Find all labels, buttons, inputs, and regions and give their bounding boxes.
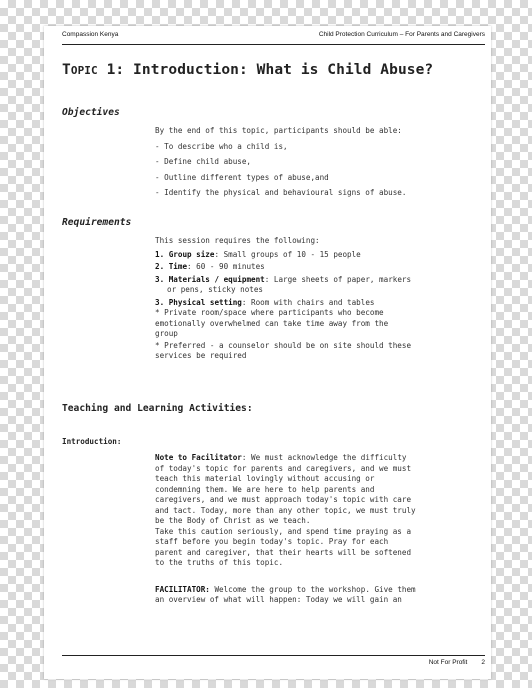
note-to-facilitator: Note to Facilitator: We must acknowledge the difficulty of today's topic for parents and caregivers, and we must teach this material lovingly without accusing or condemning them. We are here to help parents and caregivers, and we must approach today's topic with care and tact. Today, more than any other topic, we must truly be the Body of Christ as we teach.: [155, 453, 416, 525]
objectives-intro: By the end of this topic, participants should be able:: [155, 126, 402, 135]
footer-label: Not For Profit: [428, 659, 468, 666]
requirements-intro: This session requires the following:: [155, 236, 320, 245]
teaching-block: [155, 453, 481, 606]
requirement-item: 2. Time: 60 - 90 minutes: [155, 262, 265, 271]
teaching-heading: Teaching and Learning Activities:: [62, 403, 253, 414]
page-number: 2: [481, 659, 485, 666]
facilitator-paragraph: FACILITATOR: Welcome the group to the workshop. Give them an overview of what will happen: Today we will gain an: [155, 584, 416, 604]
title-small-caps: OPIC: [70, 64, 98, 77]
objective-item: - Outline different types of abuse,and: [155, 172, 329, 182]
topic-title: [62, 62, 433, 78]
objectives-heading: Objectives: [62, 107, 120, 118]
requirement-item: 1. Group size: Small groups of 10 - 15 people: [155, 249, 361, 259]
requirement-item-continued: or pens, sticky notes: [167, 285, 264, 294]
objective-item: - To describe who a child is,: [155, 141, 288, 151]
objective-item: - Define child abuse,: [155, 157, 252, 166]
page-header: [62, 31, 485, 45]
requirement-bullet: * Private room/space where participants who become emotionally overwhelmed can take time away from the group: [155, 308, 389, 338]
requirements-heading: Requirements: [62, 217, 132, 228]
document-page: [44, 26, 491, 679]
requirement-item: 3. Physical setting: Room with chairs and tables: [155, 297, 375, 307]
objectives-block: [155, 126, 481, 199]
caution-paragraph: Take this caution seriously, and spend time praying as a staff before you begin today's topic. Pray for each parent and caregiver, that their hearts will be softened to the truths of this topic.: [155, 526, 412, 567]
introduction-label: Introduction:: [62, 437, 122, 446]
title-first-letter: T: [62, 62, 71, 78]
header-organization: Compassion Kenya: [62, 31, 119, 38]
header-document-title: Child Protection Curriculum – For Parents and Caregivers: [318, 31, 485, 38]
objective-item: - Identify the physical and behavioural signs of abuse.: [155, 188, 407, 197]
requirement-item: 3. Materials / equipment: Large sheets of paper, markers: [155, 274, 412, 284]
page-footer: [62, 655, 485, 666]
requirements-block: [155, 236, 481, 362]
requirement-bullet: * Preferred - a counselor should be on site should these services be required: [155, 340, 412, 360]
title-rest: 1: Introduction: What is Child Abuse?: [97, 62, 434, 78]
